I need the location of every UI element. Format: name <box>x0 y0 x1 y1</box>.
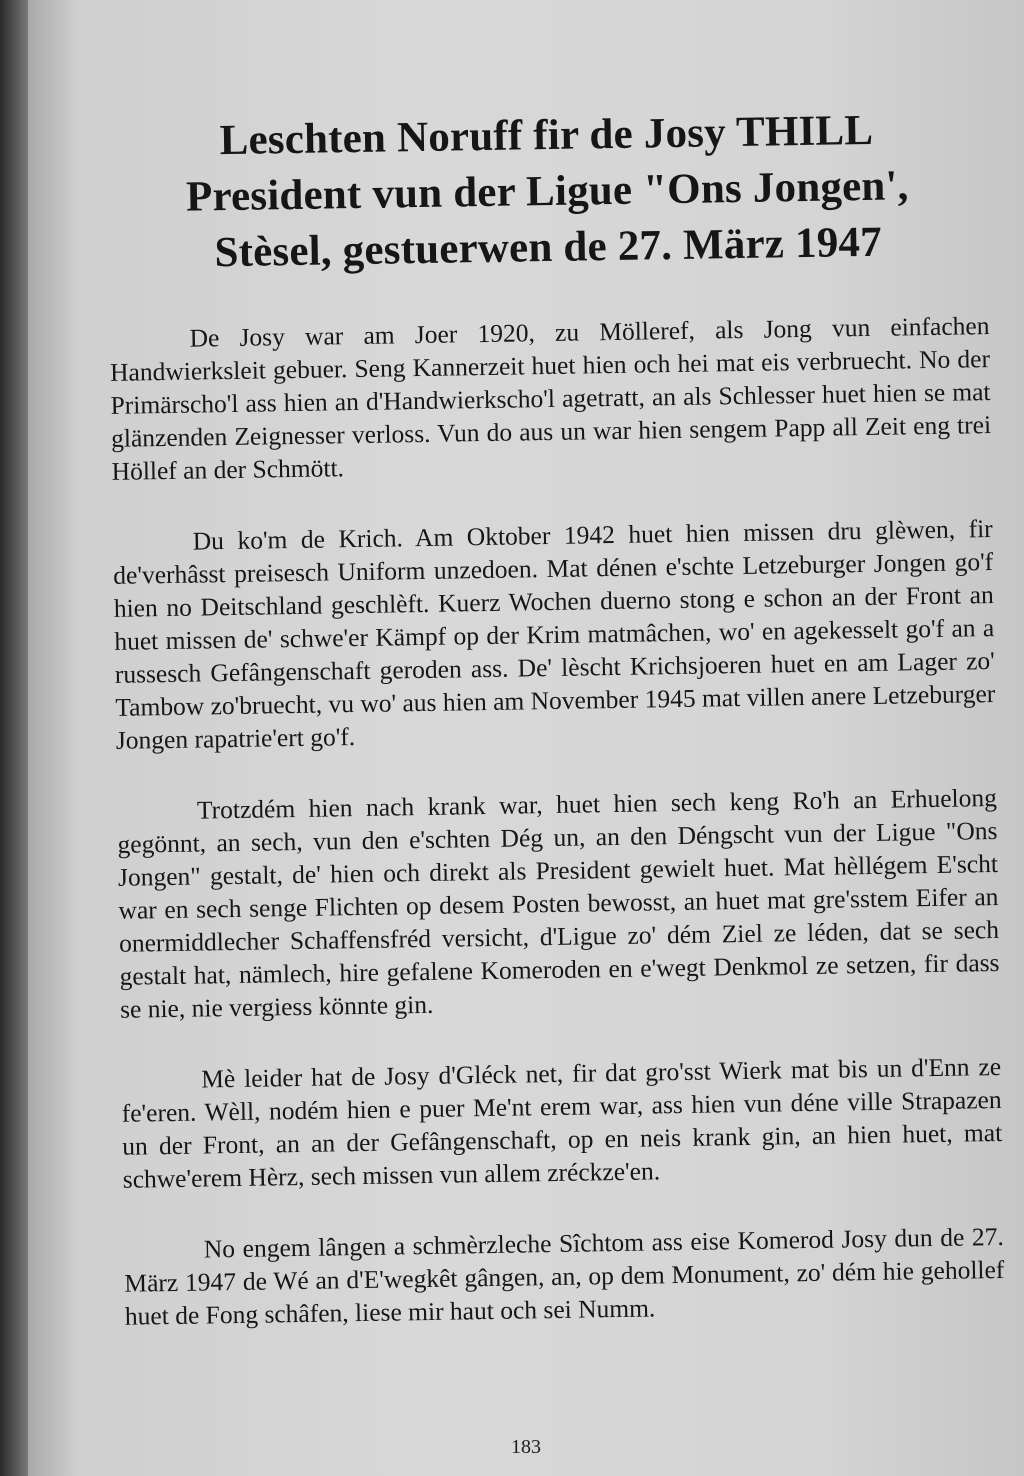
paragraph-war: Du ko'm de Krich. Am Oktober 1942 huet hien missen dru glèwen, fir de'verhâsst preisesch Uniform unzedoen. Mat dénen e'schte Letzeburger Jongen go'f hien no Deitschland geschlèft. Kuerz Wochen duerno stong e schon an der Front an huet missen de' schwe'er Kämpf op der Krim matmâchen, wo' en agekesselt go'f an a russesch Gefângenschaft geroden ass. De' lèscht Krichsjoeren huet en am Lager zo' Tambow zo'bruecht, vu wo' aus hien am November 1945 mat villen anere Letzeburger Jongen rapatrie'ert go'f. <box>113 514 996 755</box>
page-number: 183 <box>511 1436 541 1458</box>
title-line-2: President vun der Ligue "Ons Jongen', <box>185 162 909 221</box>
title-line-3: Stèsel, gestuerwen de 27. März 1947 <box>214 218 883 277</box>
paragraph-illness: Mè leider hat de Josy d'Gléck net, fir dat gro'sst Wierk mat bis un d'Enn ze fe'eren. Wèll, nodém hien e puer Me'nt erem war, ass hien vun déne ville Strapazen un der Front, an an der Gefângenschaft, op en neis krank gin, an hien huet, mat schwe'erem Hèrz, sech missen vun allem zréckze'en. <box>121 1051 1003 1194</box>
paragraph-birth: De Josy war am Joer 1920, zu Mölleref, als Jong vun einfachen Handwierksleit gebuer. Seng Kannerzeit huet hien och hei mat eis verbruecht. No der Primärscho'l ass hien an d'Handwierkscho'l agetratt, an als Schlesser huet hien se mat glänzenden Zeignesser verloss. Vun do aus un war hien sengem Papp all Zeit eng trei Höllef an der Schmött. <box>109 311 992 486</box>
book-page <box>28 0 1024 1476</box>
page-title <box>106 101 989 283</box>
paragraph-death: No engem lângen a schmèrzleche Sîchtom ass eise Komerod Josy dun de 27. März 1947 de Wé an d'E'wegkêt gângen, an, op dem Monument, zo' dém hie gehollef huet de Fong schâfen, liese mir haut och sei Numm. <box>124 1221 1005 1331</box>
paragraph-ligue: Trotzdém hien nach krank war, huet hien sech keng Ro'h an Erhuelong gegönnt, an sech, vun den e'schten Dég un, an den Déngscht vun der Ligue "Ons Jongen" gestalt, de' hien och direkt als President gewielt huet. Mat hèllégem E'scht war en sech senge Flichten op desem Posten bewosst, an huet mat gre'sstem Eifer an onermiddlecher Schaffensfréd versicht, d'Ligue zo' dém Ziel ze léden, dat se sech gestalt hat, nämlech, hire gefalene Komeroden en e'wegt Denkmol ze setzen, fir dass se nie, nie vergiess könnte gin. <box>117 783 1000 1024</box>
page-content <box>106 101 1006 1371</box>
title-line-1: Leschten Noruff fir de Josy THILL <box>219 106 874 165</box>
